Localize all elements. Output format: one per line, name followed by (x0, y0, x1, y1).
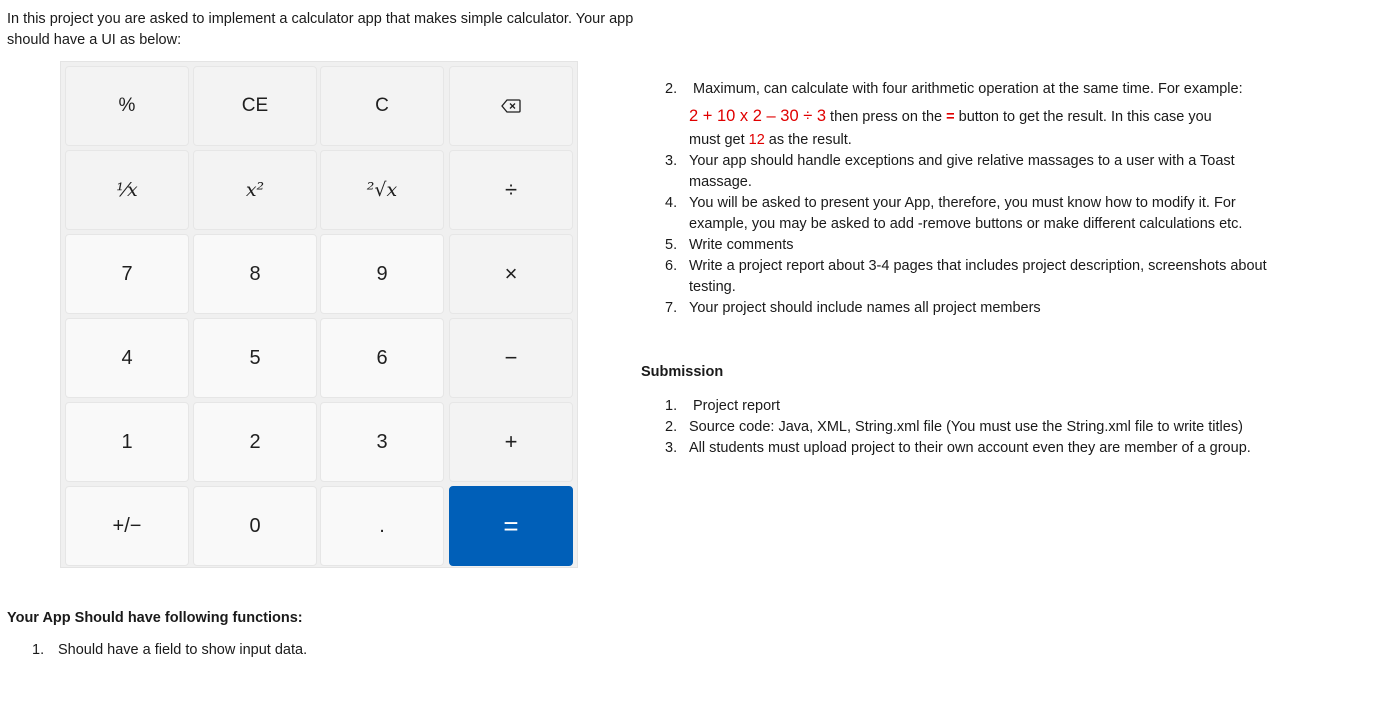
example-expression: 2 + 10 x 2 – 30 ÷ 3 (689, 107, 827, 125)
submission-heading: Submission (641, 364, 724, 380)
key-label: 0 (249, 514, 261, 537)
submission-list (665, 396, 1285, 459)
key-label: 4 (121, 346, 133, 369)
item-number: 1. (32, 642, 45, 658)
key-label: CE (241, 95, 269, 116)
key-label: = (503, 510, 519, 541)
item-text: button to get the result. In this case you (954, 109, 1212, 125)
key-label: 8 (249, 262, 261, 285)
clear-key (320, 66, 444, 146)
item-text: Project report (693, 398, 781, 414)
item-text: Write comments (689, 237, 794, 253)
item-number: 4. (665, 195, 678, 211)
requirements-list (665, 79, 1285, 319)
item-text: as the result. (764, 132, 852, 148)
item-text: then press on the (826, 109, 947, 125)
item-number: 1. (665, 398, 678, 414)
decimal-key (320, 486, 444, 566)
key-label: + (504, 429, 518, 454)
functions-heading: Your App Should have following functions: (7, 610, 303, 626)
item-number: 7. (665, 300, 678, 316)
key-label: % (118, 95, 136, 116)
list-item (665, 298, 1285, 319)
intro-paragraph: In this project you are asked to implement a calculator app that makes simple calculator. Your app should have a UI as below: (7, 11, 634, 48)
key-label: 7 (121, 262, 133, 285)
list-item (665, 256, 1285, 298)
digit-6-key (320, 318, 444, 398)
list-item (665, 417, 1285, 438)
backspace-icon (501, 99, 521, 113)
key-label: ⅟x (116, 179, 138, 201)
key-label: . (379, 514, 385, 537)
clear-entry-key (193, 66, 317, 146)
digit-7-key (65, 234, 189, 314)
add-key (449, 402, 573, 482)
item-number: 3. (665, 440, 678, 456)
list-item (32, 642, 307, 658)
digit-8-key (193, 234, 317, 314)
item-text: All students must upload project to their own account even they are member of a group. (689, 440, 1251, 456)
digit-2-key (193, 402, 317, 482)
equals-symbol: = (946, 109, 955, 125)
divide-key (449, 150, 573, 230)
key-label: ²√x (366, 179, 398, 201)
item-text: Maximum, can calculate with four arithmetic operation at the same time. For example: (693, 81, 1243, 97)
key-label: 9 (376, 262, 388, 285)
key-label: ÷ (504, 177, 518, 202)
item-text: You will be asked to present your App, therefore, you must know how to modify it. For example, you may be asked to add -remove buttons or make different calculations etc. (689, 195, 1243, 232)
digit-5-key (193, 318, 317, 398)
item-number: 6. (665, 258, 678, 274)
item-text: must get (689, 132, 749, 148)
square-key (193, 150, 317, 230)
item-text: Write a project report about 3-4 pages that includes project description, screenshots about testing. (689, 258, 1267, 295)
equals-key (449, 486, 573, 566)
backspace-key (449, 66, 573, 146)
list-item (665, 79, 1285, 151)
example-result: 12 (748, 132, 765, 148)
key-label: 1 (121, 430, 133, 453)
list-item (665, 438, 1285, 459)
square-root-key (320, 150, 444, 230)
key-label: 6 (376, 346, 388, 369)
subtract-key (449, 318, 573, 398)
digit-0-key (193, 486, 317, 566)
list-item (665, 396, 1285, 417)
item-text: Should have a field to show input data. (58, 642, 308, 658)
key-label: 5 (249, 346, 261, 369)
digit-9-key (320, 234, 444, 314)
percent-key (65, 66, 189, 146)
reciprocal-key (65, 150, 189, 230)
digit-4-key (65, 318, 189, 398)
calculator-image (60, 61, 578, 568)
item-number: 2. (665, 81, 678, 97)
key-label: x² (245, 179, 265, 201)
item-number: 2. (665, 419, 678, 435)
list-item (665, 151, 1285, 193)
list-item (665, 193, 1285, 235)
item-number: 3. (665, 153, 678, 169)
item-text: Your app should handle exceptions and give relative massages to a user with a Toast massage. (689, 153, 1235, 190)
negate-key (65, 486, 189, 566)
item-number: 5. (665, 237, 678, 253)
list-item (665, 235, 1285, 256)
digit-1-key (65, 402, 189, 482)
key-label: C (375, 95, 389, 116)
functions-list (32, 642, 307, 658)
key-label: × (504, 261, 518, 286)
multiply-key (449, 234, 573, 314)
key-label: +/− (112, 514, 142, 537)
digit-3-key (320, 402, 444, 482)
item-text: Source code: Java, XML, String.xml file (You must use the String.xml file to write titles) (689, 419, 1243, 435)
key-label: 3 (376, 430, 388, 453)
key-label: 2 (249, 430, 261, 453)
item-text: Your project should include names all project members (689, 300, 1041, 316)
key-label: − (504, 345, 518, 370)
